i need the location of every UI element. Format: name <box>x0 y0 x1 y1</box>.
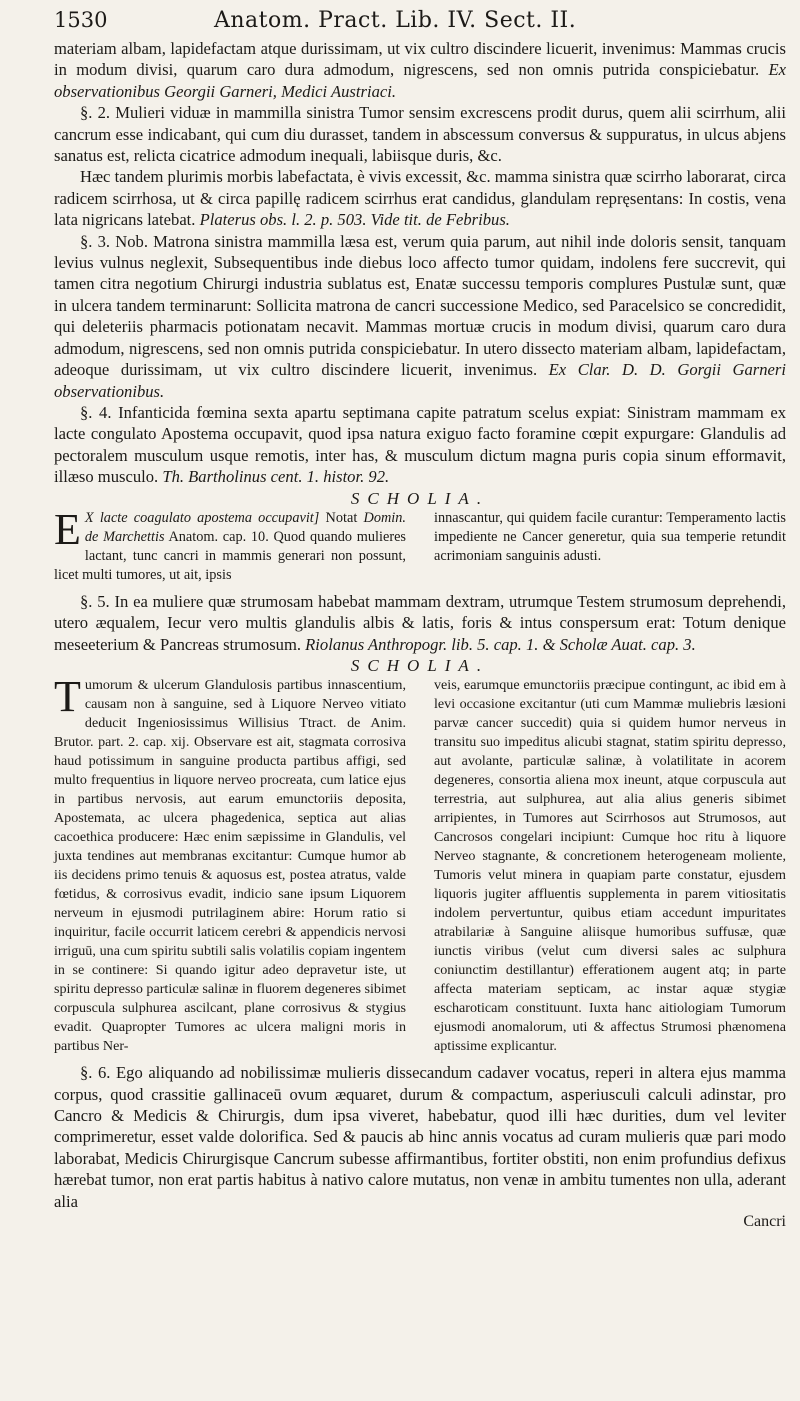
scholia-1-lemma: X lacte coagulato apostema occupavit] <box>84 509 320 526</box>
paragraph-2b <box>54 166 786 230</box>
scholia-heading-2: SCHOLIA. <box>350 656 490 676</box>
scholia-columns-1 <box>54 504 786 585</box>
drop-cap-e: E <box>54 504 81 554</box>
scholia-1-author: Domin. de Marchettis <box>84 509 406 545</box>
page-number: 1530 <box>54 8 108 32</box>
paragraph-4 <box>54 402 786 488</box>
paragraph-3 <box>54 231 786 402</box>
catchword: Cancri <box>743 1212 786 1230</box>
drop-cap-t: T <box>54 672 81 722</box>
scholia-columns-2 <box>54 672 786 1056</box>
paragraph-6: §. 6. Ego aliquando ad nobilissimæ mulieris dissecandum cadaver vocatus, reperi in altera ejus mamma corpus, quod crassitie gallinaceū ovum æquaret, durum & compactum, asperiusculi calculi adinstar, pro Cancro & Medicis & Chirurgis, dum ipsa viveret, habebatur, quod illi hæc durities, dum vel leviter comprimeretur, esset valde dolorifica. Sed & paucis ab hinc annis vocatus ad curam mulieris quæ pari modo laborabat, Medicis Chirurgisque Cancrum subesse affirmantibus, fortiter obstiti, non enim profundius defixus hærebat tumor, non erat partis habitus à nativo calore mutatus, non venæ in ambitu tumentes non ulla, aderant alia <box>54 1063 786 1211</box>
paragraph-3-reference: Ex Clar. D. D. Gorgii Garneri observationibus. <box>54 360 786 401</box>
paragraph-intro-text: materiam albam, lapidefactam atque durissimam, ut vix cultro discindere licuerit, invenimus: Mammas crucis in modum divisi, quarum caro dura admodum, nigrescens, sed non omnis putrida conspiciebatur. <box>54 39 786 80</box>
paragraph-4-text: §. 4. Infanticida fœmina sexta apartu septimana capite patratum scelus expiat: Sinistram mammam ex lacte congulato Apostema occupavit, quod ipsa natura exiguo facto foramine cœpit expurgare: Glandulis ad pectoralem musculum usque remotis, inter has, & musculum dictum magna puris copia sinum efformavit, illæso musculo. <box>54 402 786 487</box>
scholia-2-left-text: umorum & ulcerum Glandulosis partibus innascentium, causam non à sanguine, sed à Liquore Nerveo vitiato deducit Ingeniosissimus Willisius Ttract. de Anim. Brutor. part. 2. cap. xij. Observare est ait, stagmata corrosiva haud potissimum in sanguine producta partibus affigi, sed multo frequentius in liquore nerveo procreata, cum latice ejus in partibus nervosis, aut earum emunctoriis deposita, Apostemata, ac ulcera phagedenica, septica aut alias cacoethica producere: Hæc enim sæpissime in Glandulis, vel juxta tendines aut membranas excitantur: Cumque humor ab iis decidens primo tenuis & aquosus est, postea atratus, valde fœtidus, & corrosivus evadit, indicio sane ipsum Liquorem nerveum in ejusmodi putrilaginem abire: Horum ratio si inquiritur, facile occurrit laticem cerebri & appendicis nervosi irriguū, una cum spiritu subtili salis volatilis copiam ingentem in se continere: Si quando igitur adeo depravetur iste, ut spiritu depresso particulæ salinæ in fluorem degeneres sibimet corpuscula sulphurea ascilcant, plane corrosivus & stygius evadit. Quapropter Tumores ac ulcera maligni moris in partibus Ner- <box>54 677 406 1055</box>
scholia-2-left-column <box>54 672 406 1056</box>
paragraph-5-text: §. 5. In ea muliere quæ strumosam habebat mammam dextram, utrumque Testem strumosum deprehendi, utero æqualem, Iecur vero multis glandulis albis & latis, foris & intus conspersum erat: Totum denique meseeterium & Pancreas strumosum. <box>54 591 786 654</box>
paragraph-4-reference: Th. Bartholinus cent. 1. histor. 92. <box>162 467 390 487</box>
paragraph-5 <box>54 591 786 655</box>
running-head-title: Anatom. Pract. Lib. IV. Sect. II. <box>214 8 577 33</box>
paragraph-3-text: §. 3. Nob. Matrona sinistra mammilla læsa est, verum quia parum, aut nihil inde doloris sensit, tanquam levius vulnus neglexit, Subsequentibus inde diebus loco affecto tumor quidam, indolens fere succrevit, qui tamen citra negotium Chirurgi industria sublatus est, Enatæ successu temporis complures Pustulæ sunt, quæ in ulcera tandem terminarunt: Sollicita matrona de cancri successione Medico, sed Paracelsico se concredidit, qui deleteriis pharmacis potionatam necavit. Mammas mortuæ crucis in modum divisi, quarum caro dura admodum, nigrescens, sed non omnis putrida conspiciebatur. In utero dissecto materiam albam, lapidefactam, adeoque durissimam, ut vix cultro discindere licuerit, invenimus. <box>54 231 786 380</box>
running-header <box>54 8 786 38</box>
scholia-1-left-column <box>54 504 406 585</box>
scholia-1-left-text: Anatom. cap. 10. Quod quando mulieres lactant, tunc cancri in mammis generari non possunt, licet multi tumores, ut ait, ipsis <box>54 528 406 583</box>
paragraph-2b-text: Hæc tandem plurimis morbis labefactata, è vivis excessit, &c. mamma sinistra quæ scirrho laborarat, circa radicem scirrhosa, ut & circa papillę radicem scirrhus erat candidus, glandulam repręsentans: In costis, vena lata nigricans latebat. <box>54 167 786 230</box>
scholia-1-notat: Notat <box>325 509 358 526</box>
paragraph-intro <box>54 38 786 102</box>
paragraph-2b-reference: Platerus obs. l. 2. p. 503. Vide tit. de Febribus. <box>199 210 510 230</box>
paragraph-5-reference: Riolanus Anthropogr. lib. 5. cap. 1. & Scholæ Auat. cap. 3. <box>305 634 696 654</box>
paragraph-intro-reference: Ex observationibus Georgii Garneri, Medici Austriaci. <box>54 60 786 101</box>
scholia-heading-1: SCHOLIA. <box>350 488 490 508</box>
scholia-2-right-column: veis, earumque emunctoriis præcipue contingunt, ac ibid em à levi occasione excitantur (uti cum Mammæ muliebris læsioni parvæ cancer succedit) quia si quidem humor nerveus in transitu suo impeditus alicubi stagnat, statim spiritu depresso, aut avolante, particulæ salinæ, à volatilitate in acorem degeneres, consortia aliena mox ineunt, atque corpuscula aut terrestria, aut sulphurea, aut alia alius generis sibimet arripientes, in Tumores aut Scirrhosos aut Strumosos, aut Cancrosos congelari incipiunt: Cumque hoc ritu à liquore Nerveo stagnante, & concretionem heterogeneam moliente, Tumoris velut minera in quapiam parte constatur, ejusdem liquoris jugiter affluentis supplementa in parem vitiositatis indolem pervertuntur, quibus etiam accedunt impuritates atrabilariæ à Sanguine aliisque humoribus suffusæ, quæ iunctis viribus (velut cum diversi sales ac sulphura coniunctim destillantur) efferationem augent atq; in parte affecta materiam septicam, ac instar aquæ stygiæ escharoticam constituunt. Iuxta hanc aitiologiam Tumorum ejusmodi anomalorum, uti & affectus Strumosi phænomena aptissime explicantur. <box>434 677 786 1055</box>
paragraph-2: §. 2. Mulieri viduæ in mammilla sinistra Tumor sensim excrescens prodit durus, quem alii scirrhum, alii cancrum esse indicabant, qui cum diu durasset, tandem in abscessum conversus & suppuratus, in ulcus abjens sanatus est, relicta cicatrice admodum inequali, labiisque duris, &c. <box>54 103 786 166</box>
scholia-1-right-column: innascantur, qui quidem facile curantur: Temperamento lactis impediente ne Cancer generetur, quia sua temperie retundit acrimoniam sanguinis adusti. <box>434 509 786 564</box>
